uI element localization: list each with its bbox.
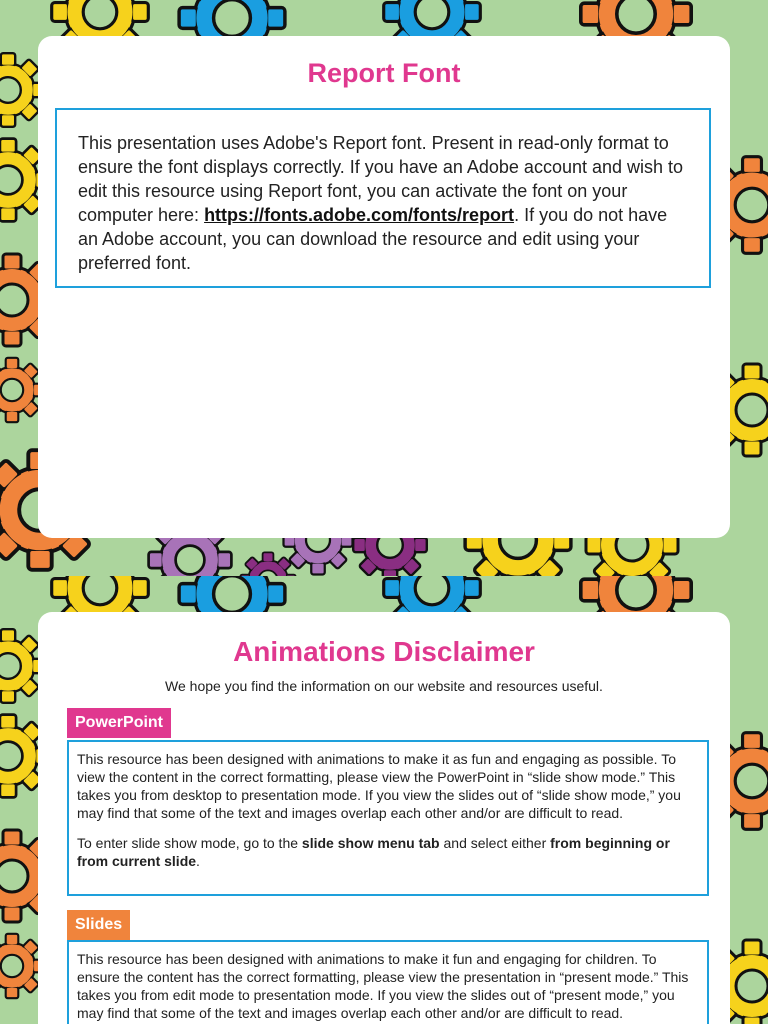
report-font-text-box bbox=[55, 108, 711, 288]
powerpoint-label: PowerPoint bbox=[67, 708, 171, 738]
powerpoint-instructions: To enter slide show mode, go to the slide show menu tab and select either from beginning or from current slide. bbox=[77, 835, 670, 869]
from-beginning-text: from beginning or from current slide bbox=[77, 835, 670, 869]
slide-show-menu-tab-text: slide show menu tab bbox=[301, 835, 440, 851]
page-title: Animations Disclaimer bbox=[233, 636, 535, 667]
slides-text-box bbox=[67, 940, 709, 1024]
adobe-fonts-link[interactable]: https://fonts.adobe.com/fonts/report bbox=[204, 205, 515, 225]
content-card bbox=[38, 36, 730, 538]
slide-animations-disclaimer bbox=[0, 576, 768, 1024]
intro-text: We hope you find the information on our website and resources useful. bbox=[165, 678, 603, 694]
slides-label: Slides bbox=[67, 910, 130, 940]
body-text: This presentation uses Adobe's Report font. Present in read-only format to ensure the font displays correctly. If you have an Adobe account and wish to edit this resource using Report font, you can activate the font on your computer here: bbox=[78, 133, 684, 225]
gear-icon bbox=[240, 552, 295, 576]
content-card bbox=[38, 612, 730, 1024]
powerpoint-paragraph: This resource has been designed with animations to make it as fun and engaging as possible. To view the content in the correct formatting, please view the PowerPoint in “slide show mode.” This takes you from desktop to presentation mode. If you view the slides out of “slide show mode,” you may find that some of the text and images overlap each other and/or are difficult to read. bbox=[77, 751, 681, 821]
page-title: Report Font bbox=[307, 58, 461, 88]
body-text-end: . If you do not have an Adobe account, you can download the resource and edit using your preferred font. bbox=[78, 205, 668, 273]
powerpoint-text-box bbox=[67, 740, 709, 896]
slides-paragraph: This resource has been designed with animations to make it fun and engaging for children. To ensure the content has the correct formatting, please view the presentation in “present mode.” This takes you from edit mode to presentation mode. If you view the slides out of “present mode,” you may find that some of the text and images overlap each other and/or are difficult to read. bbox=[77, 951, 689, 1021]
